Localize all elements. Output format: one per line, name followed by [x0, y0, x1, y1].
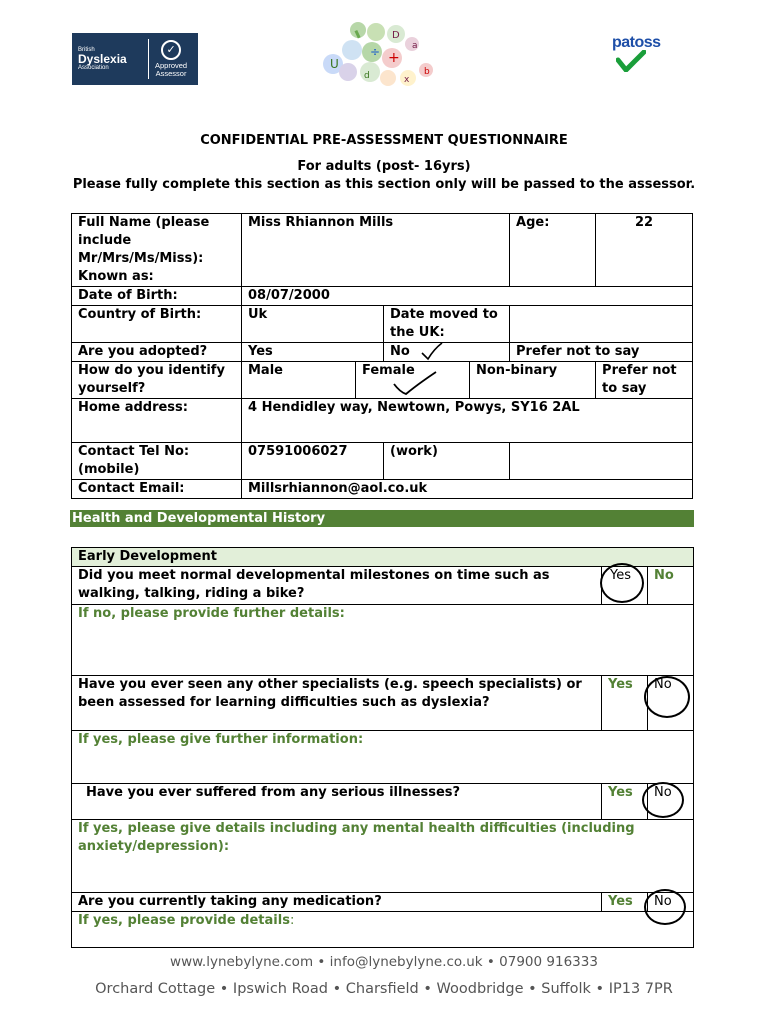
svg-text:d: d: [364, 71, 370, 81]
early-development-heading: Early Development: [72, 548, 694, 567]
adopted-yes[interactable]: Yes: [242, 343, 384, 362]
question-illnesses: Have you ever suffered from any serious illnesses?: [72, 784, 602, 820]
illnesses-no[interactable]: No: [648, 784, 694, 820]
footer-address: Orchard Cottage • Ipswich Road • Charsfield • Woodbridge • Suffolk • IP13 7PR: [95, 981, 673, 997]
svg-text:D: D: [392, 30, 400, 41]
dob-label: Date of Birth:: [72, 287, 242, 306]
specialists-no[interactable]: No: [648, 676, 694, 731]
identify-male[interactable]: Male: [242, 362, 356, 399]
svg-text:a: a: [412, 41, 418, 51]
work-label: (work): [384, 443, 510, 480]
circled-answer-mark: [644, 676, 690, 718]
medication-no[interactable]: No: [648, 893, 694, 912]
date-moved-label: Date moved to the UK:: [384, 306, 510, 343]
green-tick-icon: [616, 50, 646, 72]
full-name-label: Full Name (please include Mr/Mrs/Ms/Miss): Known as:: [72, 214, 242, 287]
specialists-yes[interactable]: Yes: [602, 676, 648, 731]
date-moved-value[interactable]: [510, 306, 693, 343]
patoss-logo: patoss: [612, 34, 682, 76]
milestones-yes[interactable]: Yes: [602, 567, 648, 605]
illnesses-followup[interactable]: If yes, please give details including any mental health difficulties (including anxiety/depression):: [72, 820, 694, 893]
personal-details-table: [71, 213, 693, 499]
illnesses-yes[interactable]: Yes: [602, 784, 648, 820]
subtitle-age: For adults (post- 16yrs): [297, 159, 471, 174]
medication-yes[interactable]: Yes: [602, 893, 648, 912]
identify-nonbinary[interactable]: Non-binary: [470, 362, 596, 399]
email-label: Contact Email:: [72, 480, 242, 499]
full-name-value[interactable]: Miss Rhiannon Mills: [242, 214, 510, 287]
check-badge-icon: ✓: [161, 40, 181, 60]
specialists-followup[interactable]: If yes, please give further information:: [72, 731, 694, 784]
country-label: Country of Birth:: [72, 306, 242, 343]
question-milestones: Did you meet normal developmental milestones on time such as walking, talking, riding a bike?: [72, 567, 602, 605]
circled-answer-mark: [642, 782, 684, 818]
subtitle-instructions: Please fully complete this section as this section only will be passed to the assessor.: [72, 177, 696, 192]
health-history-table: [71, 547, 694, 948]
section-heading-health: Health and Developmental History: [70, 510, 694, 527]
svg-text:b: b: [424, 67, 430, 77]
medication-followup[interactable]: If yes, please provide details:: [72, 912, 694, 948]
circled-answer-mark: [644, 889, 686, 925]
identify-prefer-not[interactable]: Prefer not to say: [596, 362, 693, 399]
tel-label: Contact Tel No: (mobile): [72, 443, 242, 480]
identify-female[interactable]: Female: [356, 362, 470, 399]
circled-answer-mark: [600, 563, 644, 603]
email-value[interactable]: Millsrhiannon@aol.co.uk: [242, 480, 693, 499]
adopted-prefer-not[interactable]: Prefer not to say: [510, 343, 693, 362]
address-value[interactable]: 4 Hendidley way, Newtown, Powys, SY16 2AL: [242, 399, 693, 443]
svg-text:x: x: [404, 75, 410, 85]
bda-approved-assessor-logo: British Dyslexia Association ✓ Approved Assessor: [72, 33, 198, 85]
question-medication: Are you currently taking any medication?: [72, 893, 602, 912]
identify-label: How do you identify yourself?: [72, 362, 242, 399]
adopted-no[interactable]: No: [384, 343, 510, 362]
age-label: Age:: [510, 214, 596, 287]
tel-value[interactable]: 07591006027: [242, 443, 384, 480]
address-label: Home address:: [72, 399, 242, 443]
adopted-label: Are you adopted?: [72, 343, 242, 362]
dob-value[interactable]: 08/07/2000: [242, 287, 693, 306]
question-specialists: Have you ever seen any other specialists (e.g. speech specialists) or been assessed for learning difficulties such as dyslexia?: [72, 676, 602, 731]
handwritten-tick-icon: [392, 370, 438, 398]
age-value[interactable]: 22: [596, 214, 693, 287]
milestones-no[interactable]: No: [648, 567, 694, 605]
country-value[interactable]: Uk: [242, 306, 384, 343]
lyne-by-lyne-logo: [318, 20, 438, 90]
page-title: CONFIDENTIAL PRE-ASSESSMENT QUESTIONNAIRE: [200, 133, 568, 148]
svg-text:U: U: [330, 57, 339, 71]
footer-contact: www.lynebylyne.com • info@lynebylyne.co.uk • 07900 916333: [170, 954, 598, 970]
svg-text:+: +: [388, 50, 400, 66]
work-value[interactable]: [510, 443, 693, 480]
svg-text:÷: ÷: [370, 45, 381, 59]
handwritten-tick-icon: [420, 341, 444, 361]
milestones-followup[interactable]: If no, please provide further details:: [72, 605, 694, 676]
